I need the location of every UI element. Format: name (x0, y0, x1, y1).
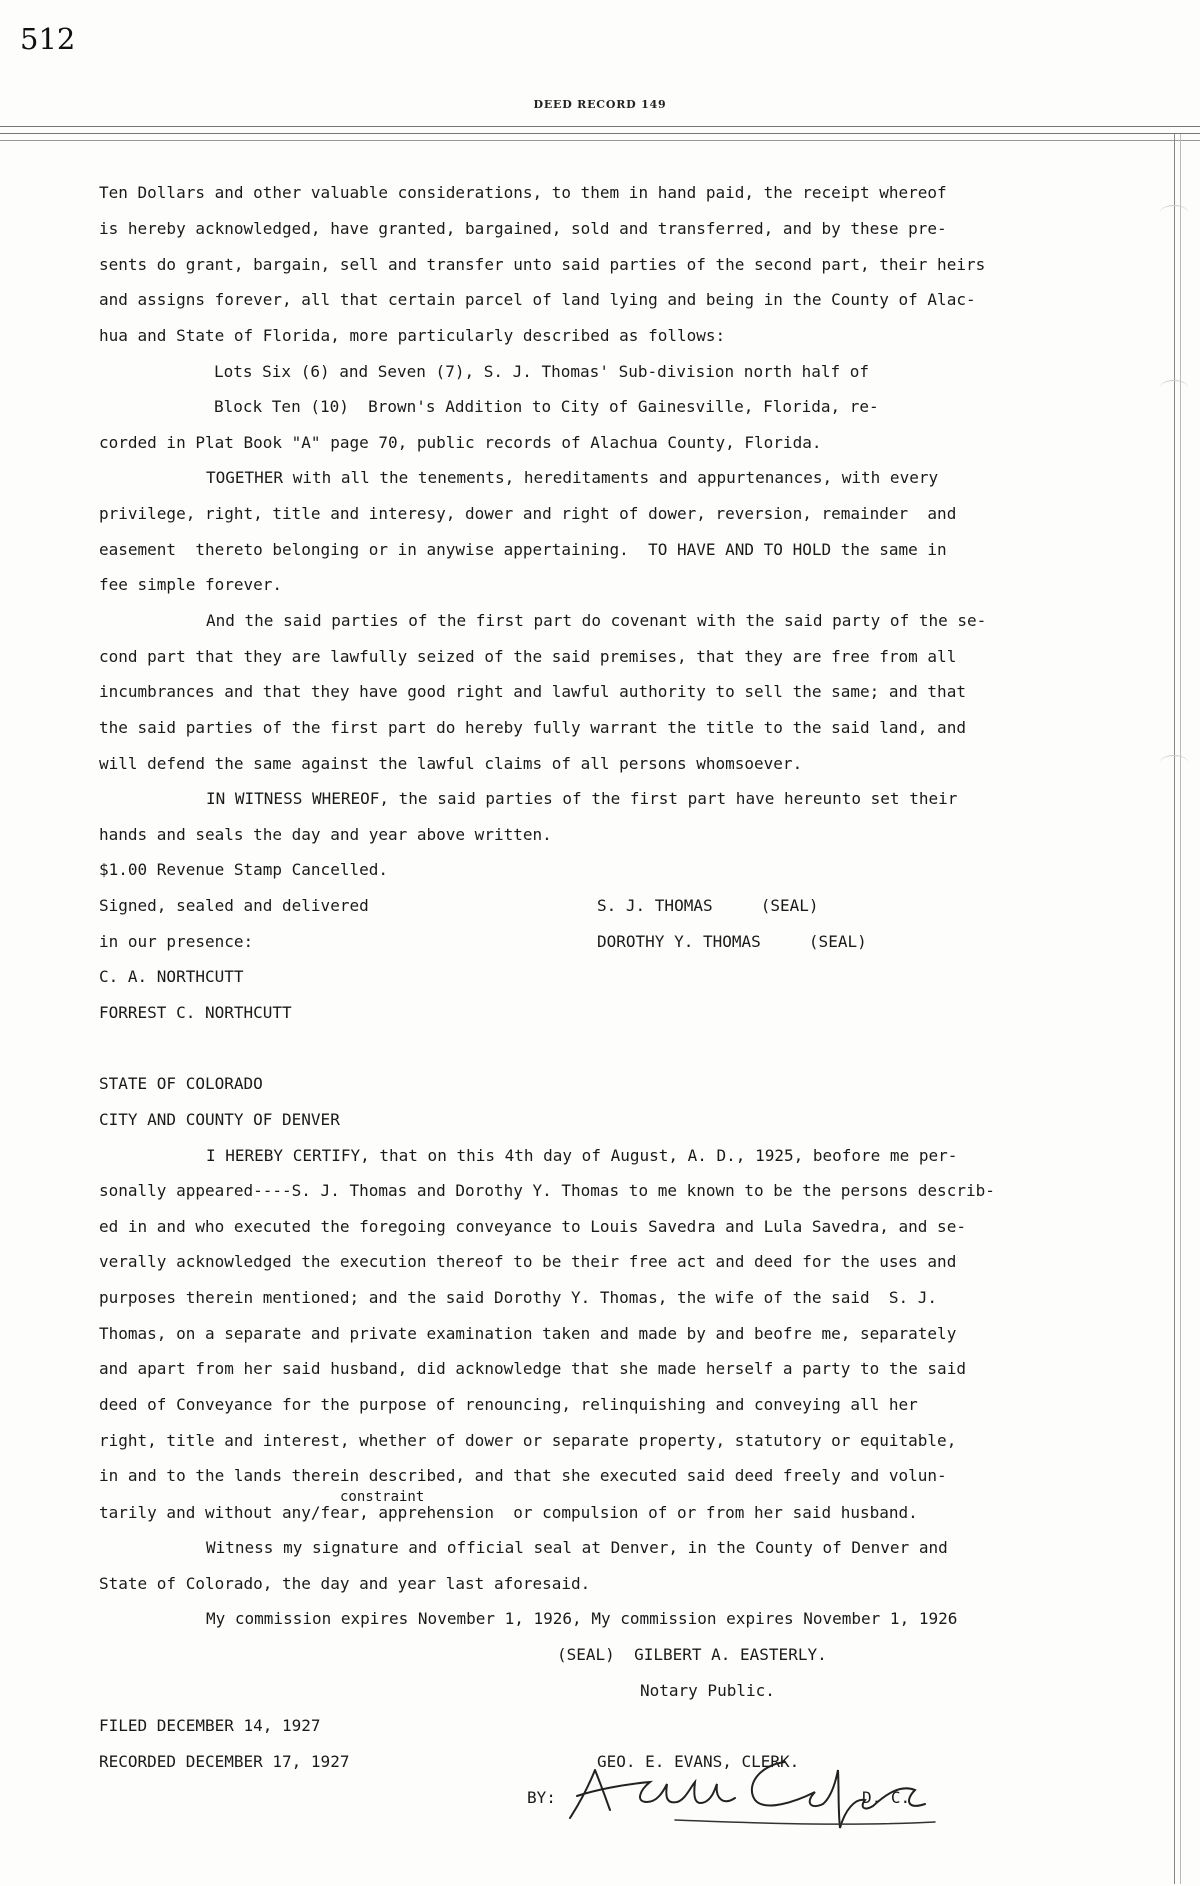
legal-description-line: corded in Plat Book "A" page 70, public records of Alachua County, Florida. (99, 433, 822, 452)
ack-line: Witness my signature and official seal at Denver, in the County of Denver and (206, 1538, 948, 1557)
filed-date: FILED DECEMBER 14, 1927 (99, 1716, 321, 1735)
ack-line: Thomas, on a separate and private examination taken and made by and beofre me, separately (99, 1324, 957, 1343)
body-line: is hereby acknowledged, have granted, bargained, sold and transferred, and by these pre- (99, 219, 947, 238)
legal-description-line: Block Ten (10) Brown's Addition to City of Gainesville, Florida, re- (214, 397, 879, 416)
body-line: Ten Dollars and other valuable considerations, to them in hand paid, the receipt whereof (99, 183, 947, 202)
header-rule (0, 140, 1200, 141)
body-line: incumbrances and that they have good right and lawful authority to sell the same; and that (99, 682, 966, 701)
ack-line: sonally appeared----S. J. Thomas and Dorothy Y. Thomas to me known to be the persons describ- (99, 1181, 995, 1200)
witness-line: in our presence: (99, 932, 254, 951)
page-edge-mark (1160, 205, 1188, 220)
book-title: DEED RECORD 149 (533, 98, 667, 111)
body-line: the said parties of the first part do hereby fully warrant the title to the said land, and (99, 718, 966, 737)
witness-name: C. A. NORTHCUTT (99, 967, 244, 986)
page-number: 512 (20, 22, 76, 56)
legal-description-line: Lots Six (6) and Seven (7), S. J. Thomas' Sub-division north half of (214, 362, 870, 381)
body-line: and assigns forever, all that certain parcel of land lying and being in the County of Alac- (99, 290, 976, 309)
witness-line: Signed, sealed and delivered (99, 896, 369, 915)
ack-line: ed in and who executed the foregoing conveyance to Louis Savedra and Lula Savedra, and se- (99, 1217, 966, 1236)
ack-line: verally acknowledged the execution thereof to be their free act and deed for the uses and (99, 1252, 957, 1271)
body-line: IN WITNESS WHEREOF, the said parties of the first part have hereunto set their (206, 789, 958, 808)
notary-title: Notary Public. (640, 1681, 775, 1700)
ack-line: in and to the lands therein described, and that she executed said deed freely and volun- (99, 1466, 947, 1485)
ack-line: I HEREBY CERTIFY, that on this 4th day of August, A. D., 1925, beofore me per- (206, 1146, 958, 1165)
page-edge-mark (1160, 380, 1188, 395)
margin-rule (1180, 134, 1181, 1884)
page-edge-mark (1160, 755, 1188, 770)
deputy-clerk-label: D. C. (862, 1788, 911, 1807)
body-line: will defend the same against the lawful claims of all persons whomsoever. (99, 754, 803, 773)
revenue-stamp-line: $1.00 Revenue Stamp Cancelled. (99, 860, 388, 879)
body-line: cond part that they are lawfully seized of the said premises, that they are free from all (99, 647, 957, 666)
deputy-clerk-signature (555, 1740, 955, 1835)
ack-line: State of Colorado, the day and year last aforesaid. (99, 1574, 591, 1593)
commission-line: My commission expires November 1, 1926, My commission expires November 1, 1926 (206, 1609, 958, 1628)
by-label: BY: (527, 1788, 556, 1807)
body-line: privilege, right, title and interesy, dower and right of dower, reversion, remainder and (99, 504, 957, 523)
body-line: hands and seals the day and year above written. (99, 825, 552, 844)
body-line: easement thereto belonging or in anywise appertaining. TO HAVE AND TO HOLD the same in (99, 540, 947, 559)
body-line: fee simple forever. (99, 575, 283, 594)
venue-line: CITY AND COUNTY OF DENVER (99, 1110, 340, 1129)
ack-line: deed of Conveyance for the purpose of renouncing, relinquishing and conveying all her (99, 1395, 918, 1414)
body-line: hua and State of Florida, more particularly described as follows: (99, 326, 726, 345)
ack-line: tarily and without any/fear, apprehension or compulsion of or from her said husband. (99, 1503, 918, 1522)
ack-line: and apart from her said husband, did acknowledge that she made herself a party to the said (99, 1359, 966, 1378)
interlineation: constraint (340, 1489, 425, 1505)
notary-name: (SEAL) GILBERT A. EASTERLY. (557, 1645, 827, 1664)
grantor-signature: S. J. THOMAS (SEAL) (597, 896, 819, 915)
grantor-signature: DOROTHY Y. THOMAS (SEAL) (597, 932, 867, 951)
body-line: TOGETHER with all the tenements, hereditaments and appurtenances, with every (206, 468, 939, 487)
ack-line: purposes therein mentioned; and the said Dorothy Y. Thomas, the wife of the said S. J. (99, 1288, 938, 1307)
body-line: And the said parties of the first part do covenant with the said party of the se- (206, 611, 987, 630)
header-rule (0, 133, 1200, 134)
clerk-name: GEO. E. EVANS, CLERK. (597, 1752, 800, 1771)
body-line: sents do grant, bargain, sell and transfer unto said parties of the second part, their heirs (99, 255, 986, 274)
header-rule (0, 126, 1200, 127)
ack-line: right, title and interest, whether of dower or separate property, statutory or equitable, (99, 1431, 957, 1450)
recorded-date: RECORDED DECEMBER 17, 1927 (99, 1752, 350, 1771)
margin-rule (1174, 134, 1175, 1884)
witness-name: FORREST C. NORTHCUTT (99, 1003, 292, 1022)
venue-line: STATE OF COLORADO (99, 1074, 263, 1093)
